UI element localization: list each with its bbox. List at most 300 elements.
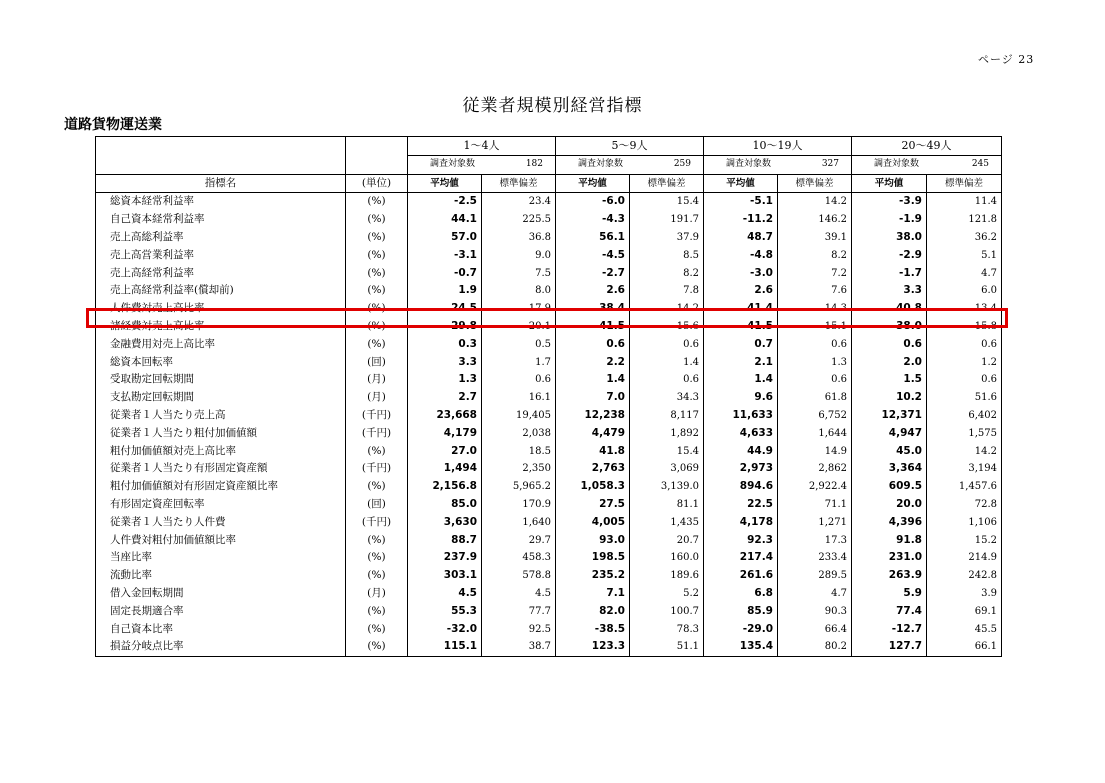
sd-value: 51.6	[927, 389, 1002, 407]
sd-value: 7.6	[778, 282, 852, 300]
mean-value: 7.1	[556, 585, 630, 603]
sd-value: 66.4	[778, 621, 852, 639]
mean-value: 45.0	[852, 443, 927, 461]
mean-value: 41.8	[556, 443, 630, 461]
sd-value: 38.7	[482, 638, 556, 656]
sd-value: 0.6	[778, 371, 852, 389]
mean-value: 263.9	[852, 567, 927, 585]
mean-value: 4.5	[408, 585, 482, 603]
mean-value: 10.2	[852, 389, 927, 407]
sd-value: 17.3	[778, 532, 852, 550]
sd-value: 2,350	[482, 460, 556, 478]
sd-value: 15.2	[927, 532, 1002, 550]
indicator-unit: (千円)	[346, 514, 408, 532]
mean-value: -4.3	[556, 211, 630, 229]
indicator-name: 従業者１人当たり有形固定資産額	[110, 462, 268, 475]
mean-value: 1.9	[408, 282, 482, 300]
table-row	[96, 247, 1002, 265]
indicator-name: 従業者１人当たり売上高	[110, 408, 226, 421]
mean-value: 235.2	[556, 567, 630, 585]
sd-value: 7.5	[482, 265, 556, 283]
group-header: 5～9人	[556, 137, 704, 156]
indicator-unit: (%)	[346, 193, 408, 211]
sd-value: 0.6	[927, 371, 1002, 389]
mean-value: 2.6	[556, 282, 630, 300]
survey-count-cell	[852, 155, 1002, 174]
header-blank-unit	[346, 155, 408, 174]
sd-value: 37.9	[630, 229, 704, 247]
indicator-header: 指標名	[96, 174, 346, 193]
table-row	[96, 567, 1002, 585]
sd-value: 7.2	[778, 265, 852, 283]
mean-value: -38.5	[556, 621, 630, 639]
indicator-unit: (%)	[346, 621, 408, 639]
sd-value: 29.7	[482, 532, 556, 550]
sd-value: 2,862	[778, 460, 852, 478]
mean-value: -3.0	[704, 265, 778, 283]
indicator-name: 従業者１人当たり人件費	[110, 515, 226, 528]
mean-value: 303.1	[408, 567, 482, 585]
sd-value: 77.7	[482, 603, 556, 621]
mean-value: 2,763	[556, 460, 630, 478]
sd-value: 18.5	[482, 443, 556, 461]
mean-value: -3.1	[408, 247, 482, 265]
indicator-name: 損益分岐点比率	[110, 640, 184, 653]
sd-value: 66.1	[927, 638, 1002, 656]
sd-value: 0.6	[927, 336, 1002, 354]
table-row	[96, 478, 1002, 496]
indicator-name: 諸経費対売上高比率	[110, 319, 205, 332]
mean-value: 38.0	[852, 229, 927, 247]
mean-value: 3,630	[408, 514, 482, 532]
sd-value: 5.2	[630, 585, 704, 603]
mean-value: 4,947	[852, 425, 927, 443]
indicator-name: 従業者１人当たり粗付加価値額	[110, 426, 257, 439]
sd-value: 4.5	[482, 585, 556, 603]
sd-value: 1,640	[482, 514, 556, 532]
mean-header: 平均値	[556, 174, 630, 193]
sd-value: 20.7	[630, 532, 704, 550]
mean-value: 1,494	[408, 460, 482, 478]
sd-value: 51.1	[630, 638, 704, 656]
mean-value: 2.1	[704, 354, 778, 372]
mean-value: 0.6	[556, 336, 630, 354]
indicator-unit: (%)	[346, 211, 408, 229]
table-row	[96, 336, 1002, 354]
table-row	[96, 265, 1002, 283]
indicator-unit: (%)	[346, 229, 408, 247]
mean-value: 3.3	[408, 354, 482, 372]
mean-value: 91.8	[852, 532, 927, 550]
mean-value: 57.0	[408, 229, 482, 247]
header-blank	[96, 155, 346, 174]
indicator-unit: (%)	[346, 549, 408, 567]
indicator-name: 固定長期適合率	[110, 604, 184, 617]
sd-value: 1,892	[630, 425, 704, 443]
group-header: 20～49人	[852, 137, 1002, 156]
sd-value: 1,644	[778, 425, 852, 443]
sd-value: 71.1	[778, 496, 852, 514]
sd-value: 14.2	[927, 443, 1002, 461]
mean-value: 85.9	[704, 603, 778, 621]
indicator-name: 自己資本比率	[110, 622, 173, 635]
table-row	[96, 514, 1002, 532]
sd-value: 3,194	[927, 460, 1002, 478]
sd-value: 6,752	[778, 407, 852, 425]
mean-value: -1.9	[852, 211, 927, 229]
sd-value: 0.5	[482, 336, 556, 354]
sd-value: 100.7	[630, 603, 704, 621]
mean-value: 609.5	[852, 478, 927, 496]
sd-value: 1,271	[778, 514, 852, 532]
mean-value: 127.7	[852, 638, 927, 656]
mean-value: -29.0	[704, 621, 778, 639]
sd-value: 2,038	[482, 425, 556, 443]
sd-value: 1.3	[778, 354, 852, 372]
mean-value: 77.4	[852, 603, 927, 621]
table-row	[96, 496, 1002, 514]
mean-value: 38.0	[852, 318, 927, 336]
sd-value: 191.7	[630, 211, 704, 229]
sd-value: 13.4	[927, 300, 1002, 318]
group-header: 1～4人	[408, 137, 556, 156]
mean-value: 1.4	[556, 371, 630, 389]
mean-value: 115.1	[408, 638, 482, 656]
survey-count-cell	[704, 155, 852, 174]
sd-value: 15.4	[630, 443, 704, 461]
survey-count-value: 327	[821, 158, 839, 169]
indicator-name: 有形固定資産回転率	[110, 497, 205, 510]
indicator-unit: (%)	[346, 567, 408, 585]
mean-value: -2.9	[852, 247, 927, 265]
sd-value: 3,069	[630, 460, 704, 478]
sd-value: 189.6	[630, 567, 704, 585]
indicator-name: 受取勘定回転期間	[110, 373, 194, 386]
mean-value: 237.9	[408, 549, 482, 567]
mean-value: -2.7	[556, 265, 630, 283]
mean-value: -4.8	[704, 247, 778, 265]
indicator-unit: (%)	[346, 318, 408, 336]
sd-value: 14.3	[778, 300, 852, 318]
sd-value: 14.9	[778, 443, 852, 461]
mean-value: 1.3	[408, 371, 482, 389]
survey-count-value: 182	[525, 158, 543, 169]
sd-value: 1.2	[927, 354, 1002, 372]
indicator-unit: (回)	[346, 496, 408, 514]
mean-value: 41.5	[704, 318, 778, 336]
sd-value: 3.9	[927, 585, 1002, 603]
mean-value: 6.8	[704, 585, 778, 603]
table-row	[96, 443, 1002, 461]
sd-header: 標準偏差	[927, 174, 1002, 193]
mean-header: 平均値	[408, 174, 482, 193]
indicator-name: 金融費用対売上高比率	[110, 337, 215, 350]
sd-value: 14.2	[778, 193, 852, 211]
table-row	[96, 549, 1002, 567]
mean-value: 44.9	[704, 443, 778, 461]
table-row	[96, 354, 1002, 372]
sd-value: 1,457.6	[927, 478, 1002, 496]
mean-value: 2.6	[704, 282, 778, 300]
mean-value: 92.3	[704, 532, 778, 550]
mean-value: 2,156.8	[408, 478, 482, 496]
mean-value: 4,005	[556, 514, 630, 532]
mean-value: 82.0	[556, 603, 630, 621]
mean-value: -11.2	[704, 211, 778, 229]
mean-value: 1,058.3	[556, 478, 630, 496]
sd-value: 6.0	[927, 282, 1002, 300]
mean-value: -5.1	[704, 193, 778, 211]
sd-value: 90.3	[778, 603, 852, 621]
mean-value: 5.9	[852, 585, 927, 603]
table-row	[96, 193, 1002, 211]
mean-value: 4,396	[852, 514, 927, 532]
mean-value: 29.8	[408, 318, 482, 336]
mean-value: 4,633	[704, 425, 778, 443]
sd-value: 1,575	[927, 425, 1002, 443]
sd-value: 1,435	[630, 514, 704, 532]
indicator-unit: (回)	[346, 354, 408, 372]
mean-header: 平均値	[704, 174, 778, 193]
indicator-unit: (%)	[346, 478, 408, 496]
mean-value: -2.5	[408, 193, 482, 211]
sd-header: 標準偏差	[482, 174, 556, 193]
sd-value: 15.4	[630, 193, 704, 211]
table-row	[96, 282, 1002, 300]
mean-value: 85.0	[408, 496, 482, 514]
mean-value: 41.5	[556, 318, 630, 336]
sd-value: 0.6	[630, 336, 704, 354]
survey-count-value: 259	[673, 158, 691, 169]
indicator-name: 売上高経常利益率	[110, 266, 194, 279]
mean-value: 0.3	[408, 336, 482, 354]
sd-value: 8.2	[630, 265, 704, 283]
sd-value: 36.2	[927, 229, 1002, 247]
sd-value: 45.5	[927, 621, 1002, 639]
sd-value: 8.0	[482, 282, 556, 300]
sd-value: 0.6	[778, 336, 852, 354]
header-blank	[96, 137, 346, 156]
sd-value: 80.2	[778, 638, 852, 656]
indicator-name: 自己資本経常利益率	[110, 213, 205, 226]
indicator-unit: (千円)	[346, 425, 408, 443]
sd-value: 1.4	[630, 354, 704, 372]
sd-value: 2,922.4	[778, 478, 852, 496]
sd-header: 標準偏差	[778, 174, 852, 193]
indicator-name: 売上高営業利益率	[110, 248, 194, 261]
sd-value: 17.9	[482, 300, 556, 318]
sd-value: 11.4	[927, 193, 1002, 211]
group-header: 10～19人	[704, 137, 852, 156]
indicator-unit: (月)	[346, 389, 408, 407]
table-row	[96, 621, 1002, 639]
table-row	[96, 229, 1002, 247]
mean-value: 261.6	[704, 567, 778, 585]
sd-value: 78.3	[630, 621, 704, 639]
indicator-name: 人件費対粗付加価値額比率	[110, 533, 236, 546]
mean-value: 40.8	[852, 300, 927, 318]
sd-value: 146.2	[778, 211, 852, 229]
sd-value: 36.8	[482, 229, 556, 247]
mean-value: 2.0	[852, 354, 927, 372]
mean-value: 0.7	[704, 336, 778, 354]
sd-value: 458.3	[482, 549, 556, 567]
table-row	[96, 460, 1002, 478]
sd-value: 61.8	[778, 389, 852, 407]
sd-value: 0.6	[482, 371, 556, 389]
mean-value: 22.5	[704, 496, 778, 514]
sd-value: 72.8	[927, 496, 1002, 514]
sd-value: 39.1	[778, 229, 852, 247]
mean-value: 4,479	[556, 425, 630, 443]
metrics-table-body	[96, 193, 1002, 657]
table-row	[96, 371, 1002, 389]
sd-value: 14.2	[630, 300, 704, 318]
mean-value: 27.5	[556, 496, 630, 514]
sd-value: 9.0	[482, 247, 556, 265]
mean-value: 3,364	[852, 460, 927, 478]
indicator-name: 粗付加価値額対有形固定資産額比率	[110, 480, 278, 493]
indicator-name: 借入金回転期間	[110, 586, 184, 599]
metrics-table	[95, 136, 1002, 657]
mean-value: 2.2	[556, 354, 630, 372]
survey-count-label: 調査対象数	[874, 158, 920, 169]
sd-value: 92.5	[482, 621, 556, 639]
sd-value: 81.1	[630, 496, 704, 514]
sd-value: 19,405	[482, 407, 556, 425]
indicator-unit: (%)	[346, 282, 408, 300]
survey-count-label: 調査対象数	[430, 158, 476, 169]
mean-value: 48.7	[704, 229, 778, 247]
sd-value: 15.8	[927, 318, 1002, 336]
mean-value: -4.5	[556, 247, 630, 265]
mean-value: -12.7	[852, 621, 927, 639]
sd-value: 1.7	[482, 354, 556, 372]
indicator-unit: (千円)	[346, 407, 408, 425]
table-row	[96, 318, 1002, 336]
mean-value: 20.0	[852, 496, 927, 514]
mean-value: 7.0	[556, 389, 630, 407]
mean-value: -32.0	[408, 621, 482, 639]
sd-value: 7.8	[630, 282, 704, 300]
mean-value: 123.3	[556, 638, 630, 656]
sd-value: 170.9	[482, 496, 556, 514]
sd-value: 8.2	[778, 247, 852, 265]
sd-value: 5,965.2	[482, 478, 556, 496]
mean-value: 217.4	[704, 549, 778, 567]
survey-count-cell	[556, 155, 704, 174]
mean-value: 135.4	[704, 638, 778, 656]
sd-value: 3,139.0	[630, 478, 704, 496]
mean-value: 11,633	[704, 407, 778, 425]
mean-value: 2.7	[408, 389, 482, 407]
indicator-name: 人件費対売上高比率	[110, 302, 205, 315]
table-row	[96, 389, 1002, 407]
mean-value: -6.0	[556, 193, 630, 211]
sd-header: 標準偏差	[630, 174, 704, 193]
sd-value: 6,402	[927, 407, 1002, 425]
mean-value: 12,371	[852, 407, 927, 425]
indicator-unit: (千円)	[346, 460, 408, 478]
industry-subtitle: 道路貨物運送業	[64, 117, 162, 133]
mean-value: 44.1	[408, 211, 482, 229]
mean-value: 198.5	[556, 549, 630, 567]
mean-value: -0.7	[408, 265, 482, 283]
sd-value: 1,106	[927, 514, 1002, 532]
table-row	[96, 300, 1002, 318]
mean-value: -1.7	[852, 265, 927, 283]
mean-value: -3.9	[852, 193, 927, 211]
mean-value: 24.5	[408, 300, 482, 318]
sd-value: 233.4	[778, 549, 852, 567]
sd-value: 23.4	[482, 193, 556, 211]
sd-value: 214.9	[927, 549, 1002, 567]
mean-header: 平均値	[852, 174, 927, 193]
indicator-unit: (%)	[346, 532, 408, 550]
sd-value: 8.5	[630, 247, 704, 265]
unit-header: (単位)	[346, 174, 408, 193]
mean-value: 27.0	[408, 443, 482, 461]
indicator-name: 総資本経常利益率	[110, 195, 194, 208]
page-number: ページ 23	[978, 53, 1035, 66]
mean-value: 12,238	[556, 407, 630, 425]
mean-value: 3.3	[852, 282, 927, 300]
indicator-unit: (%)	[346, 638, 408, 656]
indicator-name: 当座比率	[110, 551, 152, 564]
page-title: 従業者規模別経営指標	[462, 96, 643, 116]
mean-value: 56.1	[556, 229, 630, 247]
table-row	[96, 585, 1002, 603]
table-row	[96, 638, 1002, 656]
sd-value: 289.5	[778, 567, 852, 585]
mean-value: 41.4	[704, 300, 778, 318]
sd-value: 15.6	[630, 318, 704, 336]
sd-value: 34.3	[630, 389, 704, 407]
mean-value: 4,179	[408, 425, 482, 443]
indicator-unit: (%)	[346, 336, 408, 354]
mean-value: 1.4	[704, 371, 778, 389]
mean-value: 88.7	[408, 532, 482, 550]
indicator-unit: (%)	[346, 300, 408, 318]
indicator-name: 粗付加価値額対売上高比率	[110, 444, 236, 457]
indicator-unit: (%)	[346, 265, 408, 283]
sd-value: 20.1	[482, 318, 556, 336]
mean-value: 55.3	[408, 603, 482, 621]
mean-value: 93.0	[556, 532, 630, 550]
sd-value: 225.5	[482, 211, 556, 229]
indicator-unit: (月)	[346, 585, 408, 603]
table-row	[96, 603, 1002, 621]
indicator-name: 支払勘定回転期間	[110, 391, 194, 404]
mean-value: 1.5	[852, 371, 927, 389]
mean-value: 9.6	[704, 389, 778, 407]
survey-count-cell	[408, 155, 556, 174]
table-row	[96, 407, 1002, 425]
mean-value: 0.6	[852, 336, 927, 354]
mean-value: 4,178	[704, 514, 778, 532]
sd-value: 15.1	[778, 318, 852, 336]
sd-value: 69.1	[927, 603, 1002, 621]
indicator-unit: (月)	[346, 371, 408, 389]
sd-value: 121.8	[927, 211, 1002, 229]
indicator-name: 売上高総利益率	[110, 230, 184, 243]
header-blank-unit	[346, 137, 408, 156]
indicator-unit: (%)	[346, 247, 408, 265]
sd-value: 242.8	[927, 567, 1002, 585]
mean-value: 2,973	[704, 460, 778, 478]
sd-value: 4.7	[778, 585, 852, 603]
survey-count-label: 調査対象数	[726, 158, 772, 169]
